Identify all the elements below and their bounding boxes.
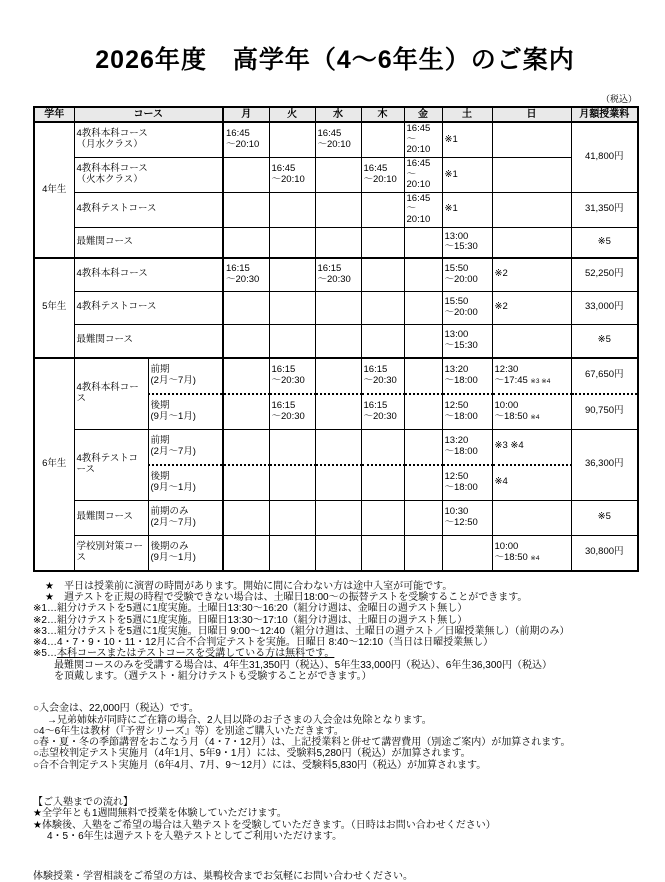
day-cell (404, 500, 442, 535)
grade-cell: 6年生 (34, 358, 74, 571)
day-cell (223, 465, 269, 501)
course-cell: 4教科本科コース （月水クラス） (74, 122, 223, 157)
time-text: 10:00 ～18:50 (494, 541, 528, 563)
day-cell (492, 157, 571, 192)
day-cell: 16:15 ～20:30 (269, 358, 315, 394)
fee-cell: 41,800円 (571, 122, 638, 192)
day-cell: 13:00 ～15:30 (442, 227, 492, 258)
day-cell (223, 291, 269, 324)
table-row (34, 258, 638, 292)
day-cell: 12:50 ～18:00 (442, 394, 492, 430)
day-cell (315, 500, 361, 535)
day-cell: 16:15 ～20:30 (315, 258, 361, 292)
grade-cell: 5年生 (34, 258, 74, 358)
course-cell: 4教科本科コース （火木クラス） (74, 157, 223, 192)
day-cell: 16:45 ～20:10 (404, 157, 442, 192)
header-sat: 土 (442, 107, 492, 122)
footnote-line: ※3…組分けテストを5週に1度実施。日曜日 9:00～12:40（組分け週は、土曜日の週テスト／日曜授業無し）（前期のみ） (33, 625, 570, 637)
course-cell: 最難関コース (74, 324, 223, 358)
footnote-underlined: 本科コースまたはテストコースを受講している方は無料です。 (56, 648, 335, 660)
footnote-line: ★ 平日は授業前に演習の時間があります。開始に間に合わない方は途中入室が可能です。 (45, 580, 453, 592)
course-cell: 4教科テストコース (74, 192, 223, 227)
header-fri: 金 (404, 107, 442, 122)
policy-line: ○入会金は、22,000円（税込）です。 (33, 703, 199, 715)
day-cell (361, 122, 404, 157)
fee-cell: 31,350円 (571, 192, 638, 227)
day-cell (404, 227, 442, 258)
table-row (34, 192, 638, 227)
day-cell (492, 535, 571, 571)
flow-line: ★体験後、入塾をご希望の場合は入塾テストを受験していただきます。（日時はお問い合わせください） (33, 819, 496, 831)
flow-heading: 【ご入塾までの流れ】 (33, 797, 133, 809)
day-cell (315, 465, 361, 501)
day-cell: ※3 ※4 (492, 429, 571, 465)
footnote-line: ※2…組分けテストを5週に1度実施。日曜日13:30～17:10（組分け週は、土曜日の週テスト無し） (33, 614, 468, 626)
day-cell (269, 122, 315, 157)
day-cell (492, 192, 571, 227)
day-cell (404, 535, 442, 571)
closing-line: 体験授業・学習相談をご希望の方は、巣鴨校舎までお気軽にお問い合わせください。 (33, 871, 413, 882)
tax-included-note: （税込） (600, 94, 637, 104)
period-cell: 前期 (2月～7月) (148, 358, 223, 394)
page-title: 2026年度 高学年（4～6年生）のご案内 (95, 46, 575, 74)
day-cell: ※1 (442, 192, 492, 227)
day-cell (404, 358, 442, 394)
day-cell (269, 535, 315, 571)
table-row (34, 291, 638, 324)
day-cell (492, 358, 571, 394)
header-thu: 木 (361, 107, 404, 122)
footnote-line: 最難関コースのみを受講する場合は、4年生31,350円（税込）、5年生33,000円（税込）、6年生36,300円（税込） (54, 659, 552, 671)
fee-cell: ※5 (571, 227, 638, 258)
policy-line: ○4～6年生は教材（『予習シリーズ』等）を別途ご購入いただきます。 (33, 725, 344, 737)
footnote-line (33, 648, 637, 659)
table-row (34, 358, 638, 394)
schedule-table (33, 106, 639, 572)
tiny-note: ※4 (530, 554, 540, 562)
day-cell (223, 358, 269, 394)
fee-cell: ※5 (571, 324, 638, 358)
day-cell (315, 358, 361, 394)
period-cell: 後期 (9月～1月) (148, 465, 223, 501)
footnote-line: ※1…組分けテストを5週に1度実施。土曜日13:30～16:20（組分け週は、金曜日の週テスト無し） (33, 603, 468, 615)
day-cell (361, 192, 404, 227)
footnote-line: ※4…4・7・9・10・11・12月に合不合判定テストを実施。日曜日 8:40～12:10（当日は日曜授業無し） (33, 637, 494, 649)
day-cell: ※1 (442, 122, 492, 157)
table-row (34, 500, 638, 535)
table-header-row (34, 107, 638, 122)
enrollment-flow (33, 797, 637, 842)
course-cell: 学校別対策コース (74, 535, 148, 571)
time-text: 10:00 ～18:50 (494, 400, 528, 422)
header-sun: 日 (492, 107, 571, 122)
day-cell (223, 157, 269, 192)
day-cell: 12:50 ～18:00 (442, 465, 492, 501)
day-cell: 15:50 ～20:00 (442, 291, 492, 324)
course-cell: 最難関コース (74, 500, 148, 535)
day-cell (315, 227, 361, 258)
day-cell (361, 324, 404, 358)
day-cell (269, 324, 315, 358)
day-cell: 15:50 ～20:00 (442, 258, 492, 292)
policy-line: ○志望校判定テスト実施月（4年1月、5年9・1月）には、受験料5,280円（税込）が加算されます。 (33, 748, 471, 760)
day-cell (223, 324, 269, 358)
day-cell: 16:45 ～20:10 (223, 122, 269, 157)
day-cell: ※2 (492, 291, 571, 324)
day-cell (315, 429, 361, 465)
day-cell (404, 291, 442, 324)
day-cell: 16:15 ～20:30 (361, 358, 404, 394)
day-cell: 16:15 ～20:30 (223, 258, 269, 292)
policy-line: →兄弟姉妹が同時にご在籍の場合、2人目以降のお子さまの入会金は免除となります。 (47, 714, 432, 726)
day-cell: ※2 (492, 258, 571, 292)
fee-cell: ※5 (571, 500, 638, 535)
day-cell (492, 394, 571, 430)
policy-line: ○春・夏・冬の季節講習をおこなう月（4・7・12月）は、上記授業料と併せて講習費用（別途ご案内）が加算されます。 (33, 737, 571, 749)
day-cell (223, 192, 269, 227)
day-cell (223, 429, 269, 465)
course-cell: 4教科テストコース (74, 429, 148, 500)
fee-cell: 90,750円 (571, 394, 638, 430)
day-cell (404, 394, 442, 430)
day-cell: 13:20 ～18:00 (442, 358, 492, 394)
footnote-prefix: ※5… (33, 648, 57, 660)
day-cell (361, 500, 404, 535)
header-grade: 学年 (34, 107, 74, 122)
period-cell: 前期 (2月～7月) (148, 429, 223, 465)
day-cell (223, 535, 269, 571)
day-cell (223, 500, 269, 535)
day-cell: 16:45 ～20:10 (315, 122, 361, 157)
day-cell (269, 465, 315, 501)
day-cell: 16:15 ～20:30 (361, 394, 404, 430)
day-cell (223, 227, 269, 258)
day-cell (315, 324, 361, 358)
day-cell: 16:45 ～20:10 (269, 157, 315, 192)
day-cell (315, 535, 361, 571)
day-cell (315, 394, 361, 430)
day-cell: 16:15 ～20:30 (269, 394, 315, 430)
day-cell (269, 227, 315, 258)
header-course: コース (74, 107, 223, 122)
day-cell (223, 394, 269, 430)
header-tue: 火 (269, 107, 315, 122)
day-cell (361, 535, 404, 571)
policy-list (33, 703, 637, 771)
day-cell: 16:45 ～20:10 (404, 192, 442, 227)
grade-cell: 4年生 (34, 122, 74, 258)
day-cell (492, 122, 571, 157)
day-cell (361, 429, 404, 465)
table-row (34, 535, 638, 571)
day-cell (492, 324, 571, 358)
day-cell (361, 291, 404, 324)
footnotes (33, 581, 637, 683)
day-cell (404, 429, 442, 465)
day-cell (492, 500, 571, 535)
header-mon: 月 (223, 107, 269, 122)
day-cell (269, 429, 315, 465)
footnote-line: を頂戴します。（週テスト・組分けテストも受験することができます。） (54, 671, 372, 682)
table-row (34, 227, 638, 258)
day-cell (361, 465, 404, 501)
day-cell: ※1 (442, 157, 492, 192)
fee-cell: 36,300円 (571, 429, 638, 500)
fee-cell: 30,800円 (571, 535, 638, 571)
tiny-note: ※3 ※4 (530, 377, 551, 385)
day-cell (315, 192, 361, 227)
course-cell: 4教科本科コース (74, 358, 148, 430)
fee-cell: 52,250円 (571, 258, 638, 292)
time-text: 12:30 ～17:45 (494, 364, 528, 386)
period-cell: 後期 (9月～1月) (148, 394, 223, 430)
header-wed: 水 (315, 107, 361, 122)
day-cell (269, 291, 315, 324)
day-cell (269, 192, 315, 227)
day-cell: ※4 (492, 465, 571, 501)
table-row (34, 324, 638, 358)
period-cell: 後期のみ (9月～1月) (148, 535, 223, 571)
policy-line: ○合不合判定テスト実施月（6年4月、7月、9～12月）には、受験料5,830円（税込）が加算されます。 (33, 759, 487, 771)
day-cell: 16:45 ～20:10 (404, 122, 442, 157)
day-cell: 13:00 ～15:30 (442, 324, 492, 358)
tiny-note: ※4 (530, 413, 540, 421)
day-cell (361, 227, 404, 258)
day-cell: 13:20 ～18:00 (442, 429, 492, 465)
period-cell: 前期のみ (2月～7月) (148, 500, 223, 535)
day-cell (404, 258, 442, 292)
day-cell: 10:30 ～12:50 (442, 500, 492, 535)
flow-line: 4・5・6年生は週テストを入塾テストとしてご利用いただけます。 (47, 830, 343, 842)
table-row (34, 429, 638, 465)
day-cell (404, 465, 442, 501)
table-row (34, 122, 638, 157)
day-cell (442, 535, 492, 571)
flow-line: ★全学年とも1週間無料で授業を体験していただけます。 (33, 808, 287, 820)
course-cell: 最難関コース (74, 227, 223, 258)
day-cell (315, 157, 361, 192)
footnote-line: ★ 週テストを正規の時程で受験できない場合は、土曜日18:00～の振替テストを受験することができます。 (45, 591, 528, 603)
fee-cell: 67,650円 (571, 358, 638, 394)
day-cell (269, 258, 315, 292)
day-cell (269, 500, 315, 535)
header-fee: 月額授業料 (571, 107, 638, 122)
course-cell: 4教科テストコース (74, 291, 223, 324)
table-row (34, 157, 638, 192)
day-cell (315, 291, 361, 324)
day-cell: 16:45 ～20:10 (361, 157, 404, 192)
fee-cell: 33,000円 (571, 291, 638, 324)
day-cell (492, 227, 571, 258)
day-cell (404, 324, 442, 358)
day-cell (361, 258, 404, 292)
course-cell: 4教科本科コース (74, 258, 223, 292)
